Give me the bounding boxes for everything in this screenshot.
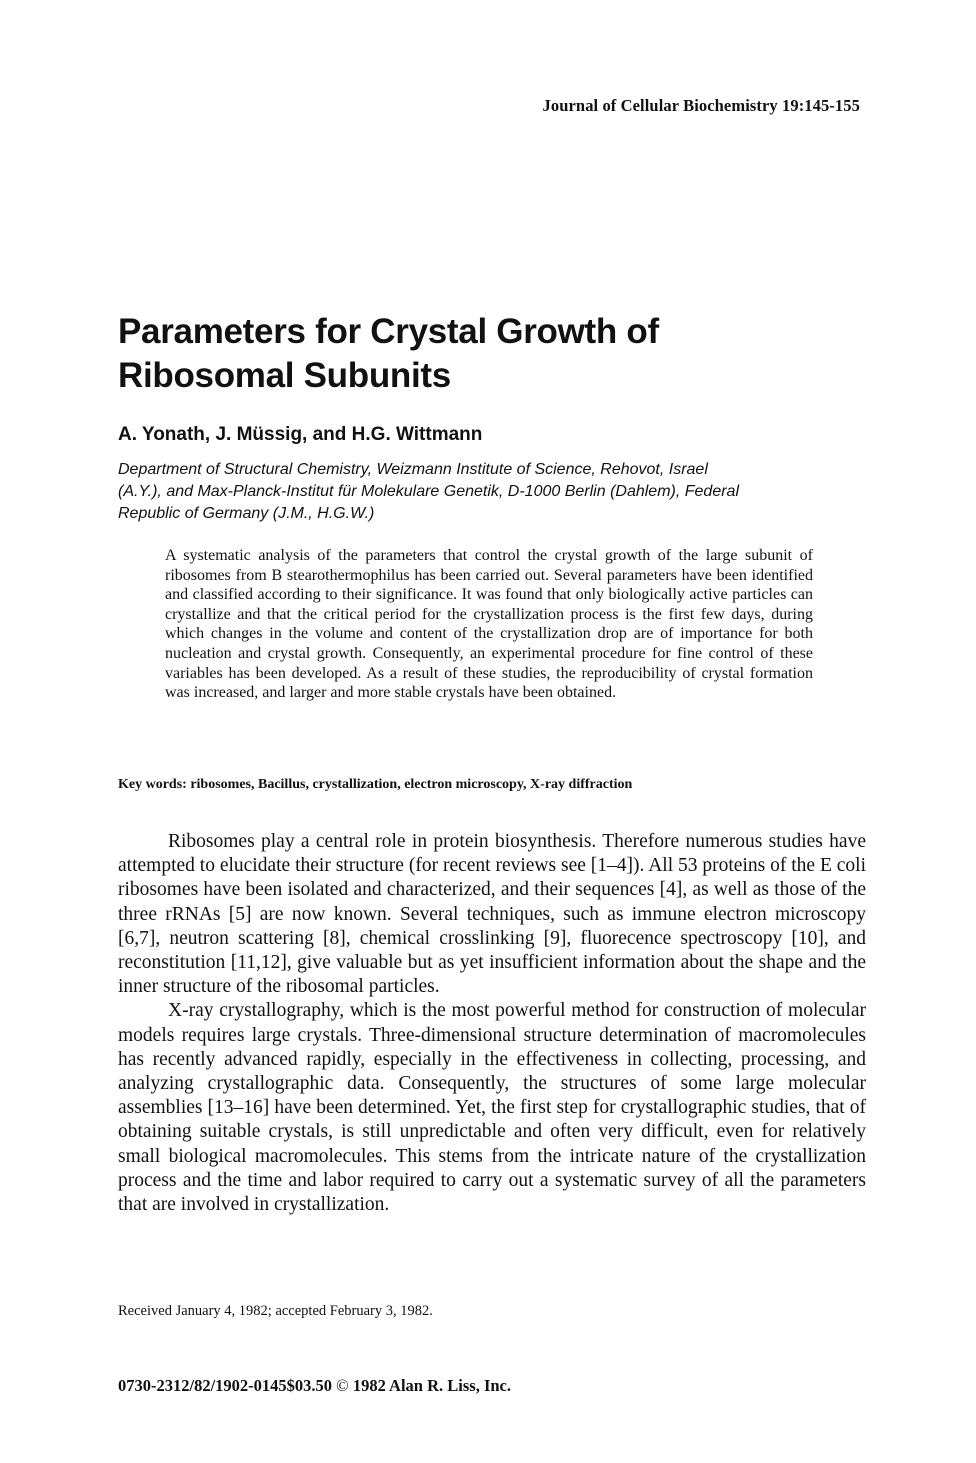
affiliation <box>118 459 878 525</box>
paragraph-1: Ribosomes play a central role in protein biosynthesis. Therefore numerous studies have attempted to elucidate their structure (for recent reviews see [1–4]). All 53 proteins of the E coli ribosomes have been isolated and characterized, and their sequences [4], as well as those of the three rRNAs [5] are now known. Several techniques, such as immune electron microscopy [6,7], neutron scattering [8], chemical crosslinking [9], fluorecence spectroscopy [10], and reconstitution [11,12], give valuable but as yet insufficient information about the shape and the inner structure of the ribosomal particles. <box>118 831 866 998</box>
journal-citation: Journal of Cellular Biochemistry 19:145-155 <box>542 96 860 115</box>
title-line-2: Ribosomal Subunits <box>118 356 451 395</box>
author-list: A. Yonath, J. Müssig, and H.G. Wittmann <box>118 424 483 445</box>
copyright-symbol: © <box>336 1376 349 1395</box>
copyright-line <box>118 1376 511 1396</box>
affiliation-line-2: (A.Y.), and Max-Planck-Institut für Molekulare Genetik, D-1000 Berlin (Dahlem), Federal <box>118 483 739 500</box>
affiliation-line-3: Republic of Germany (J.M., H.G.W.) <box>118 505 375 522</box>
abstract: A systematic analysis of the parameters that control the crystal growth of the large subunit of ribosomes from B stearothermophilus has been carried out. Several parameters have been identified and classified according to their significance. It was found that only biologically active particles can crystallize and that the critical period for the crystallization process is the first few days, during which changes in the volume and content of the crystallization drop are of importance for both nucleation and crystal growth. Consequently, an experimental procedure for fine control of these variables has been developed. As a result of these studies, the reproducibility of crystal formation was increased, and larger and more stable crystals have been obtained. <box>165 547 813 702</box>
copyright-holder: 1982 Alan R. Liss, Inc. <box>352 1376 512 1395</box>
affiliation-line-1: Department of Structural Chemistry, Weizmann Institute of Science, Rehovot, Israel <box>118 461 708 478</box>
received-dates: Received January 4, 1982; accepted February 3, 1982. <box>118 1303 433 1319</box>
title-line-1: Parameters for Crystal Growth of <box>118 312 659 351</box>
keywords-list: ribosomes, Bacillus, crystallization, electron microscopy, X-ray diffraction <box>190 777 633 792</box>
article-title <box>118 310 878 398</box>
keywords <box>118 777 878 793</box>
keywords-label: Key words: <box>118 777 187 792</box>
body-text <box>118 830 866 1217</box>
paragraph-2: X-ray crystallography, which is the most powerful method for construction of molecular models requires large crystals. Three-dimensional structure determination of macromolecules has recently advanced rapidly, especially in the effectiveness in collecting, processing, and analyzing crystallographic data. Consequently, the structures of some large molecular assemblies [13–16] have been determined. Yet, the first step for crystallographic studies, that of obtaining suitable crystals, is still unpredictable and often very difficult, even for relatively small biological macromolecules. This stems from the intricate nature of the crystallization process and the time and labor required to carry out a systematic survey of all the parameters that are involved in crystallization. <box>118 1000 866 1216</box>
article-code: 0730-2312/82/1902-0145$03.50 <box>118 1376 333 1395</box>
